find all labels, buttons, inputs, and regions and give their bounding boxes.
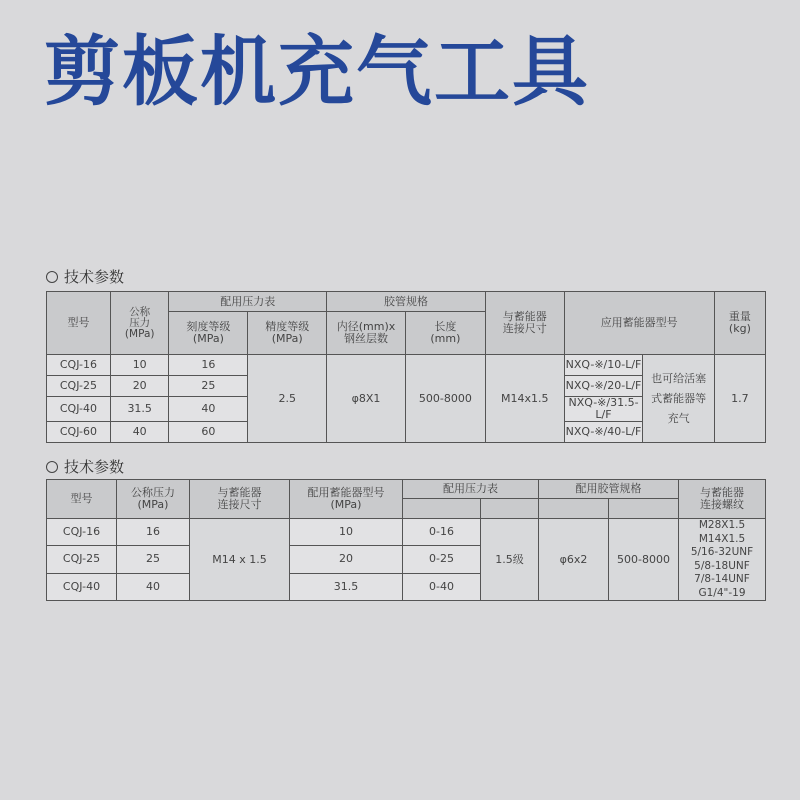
cell-pressure: 25: [117, 546, 190, 573]
cell-model: CQJ-25: [47, 546, 117, 573]
cell-hose-length: 500-8000: [609, 519, 679, 601]
section-label-text: 技术参数: [64, 458, 125, 476]
cell-accum: NXQ-※/40-L/F: [564, 422, 643, 443]
cell-scale: 40: [169, 397, 248, 422]
header-pressure: 公称压力 (MPa): [117, 480, 190, 519]
cell-pressure: 16: [117, 519, 190, 546]
circle-icon: [46, 271, 58, 283]
header-gauge-sub-1: [403, 499, 481, 519]
cell-pressure: 40: [110, 422, 169, 443]
header-conn: 与蓄能器 连接尺寸: [190, 480, 290, 519]
header-gauge: 配用压力表: [169, 292, 327, 312]
cell-pressure: 31.5: [110, 397, 169, 422]
cell-model: CQJ-16: [47, 519, 117, 546]
cell-gauge: 0-25: [403, 546, 481, 573]
section-label-2: [46, 456, 124, 477]
cell-scale: 25: [169, 376, 248, 397]
cell-accum: NXQ-※/31.5-L/F: [564, 397, 643, 422]
cell-hose-inner: φ8X1: [327, 355, 406, 443]
cell-gauge: 0-40: [403, 573, 481, 600]
cell-pressure: 40: [117, 573, 190, 600]
section-label-1: [46, 266, 124, 287]
cell-accum: 31.5: [290, 573, 403, 600]
cell-accuracy: 2.5: [248, 355, 327, 443]
header-gauge-sub-2: [481, 499, 539, 519]
cell-conn: M14 x 1.5: [190, 519, 290, 601]
section-label-text: 技术参数: [64, 268, 125, 286]
cell-scale: 60: [169, 422, 248, 443]
cell-hose-length: 500-8000: [405, 355, 485, 443]
cell-accum: NXQ-※/10-L/F: [564, 355, 643, 376]
header-gauge-accuracy: 精度等级 (MPa): [248, 312, 327, 355]
cell-hose-inner: φ6x2: [539, 519, 609, 601]
header-pressure: 公称 压力 (MPa): [110, 292, 169, 355]
page-title: 剪板机充气工具: [44, 27, 590, 116]
cell-note: 也可给活塞 式蓄能器等 充气: [643, 355, 714, 443]
header-model: 型号: [47, 292, 111, 355]
header-weight: 重量 (kg): [714, 292, 765, 355]
header-hose-sub-1: [539, 499, 609, 519]
header-model: 型号: [47, 480, 117, 519]
spec-table-2: [46, 479, 766, 601]
cell-conn: M14x1.5: [485, 355, 564, 443]
cell-model: CQJ-25: [47, 376, 111, 397]
circle-icon: [46, 461, 58, 473]
header-hose: 胶管规格: [327, 292, 486, 312]
cell-accum: NXQ-※/20-L/F: [564, 376, 643, 397]
header-hose-length: 长度 (mm): [405, 312, 485, 355]
header-gauge-scale: 刻度等级 (MPa): [169, 312, 248, 355]
header-hose-sub-2: [609, 499, 679, 519]
cell-accum: 20: [290, 546, 403, 573]
spec-table-1: [46, 291, 766, 443]
header-accum: 配用蓄能器型号 (MPa): [290, 480, 403, 519]
cell-threads: M28X1.5 M14X1.5 5/16-32UNF 5/8-18UNF 7/8-14UNF G1/4"-19: [679, 519, 766, 601]
cell-gauge: 0-16: [403, 519, 481, 546]
cell-model: CQJ-40: [47, 397, 111, 422]
cell-grade: 1.5级: [481, 519, 539, 601]
cell-weight: 1.7: [714, 355, 765, 443]
header-conn: 与蓄能器 连接尺寸: [485, 292, 564, 355]
cell-pressure: 10: [110, 355, 169, 376]
header-accum: 应用蓄能器型号: [564, 292, 714, 355]
header-gauge: 配用压力表: [403, 480, 539, 499]
cell-scale: 16: [169, 355, 248, 376]
cell-pressure: 20: [110, 376, 169, 397]
cell-model: CQJ-60: [47, 422, 111, 443]
header-hose: 配用胶管规格: [539, 480, 679, 499]
cell-accum: 10: [290, 519, 403, 546]
header-thread: 与蓄能器 连接螺纹: [679, 480, 766, 519]
header-hose-inner: 内径(mm)x 钢丝层数: [327, 312, 406, 355]
cell-model: CQJ-16: [47, 355, 111, 376]
cell-model: CQJ-40: [47, 573, 117, 600]
